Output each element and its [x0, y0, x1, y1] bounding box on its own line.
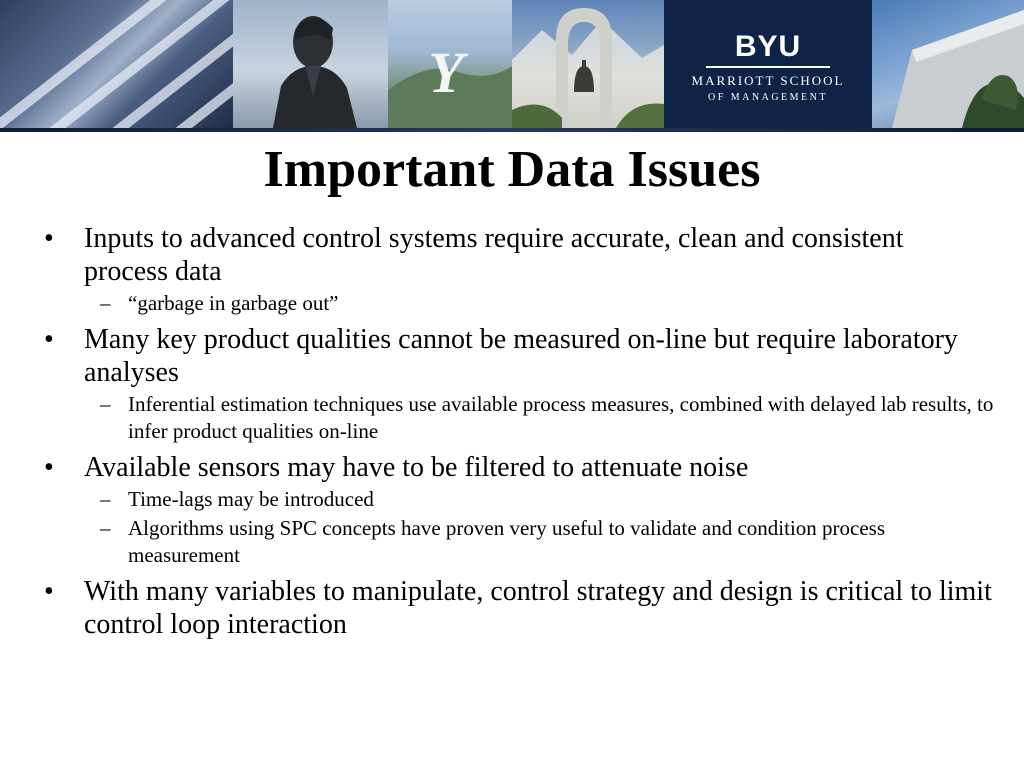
logo-management-text: OF MANAGEMENT [708, 92, 828, 103]
bullet-marker: • [44, 452, 54, 483]
mountain-y-letter: Y [428, 40, 464, 105]
bullet-marker: • [44, 576, 54, 607]
bullet-item-3 [44, 451, 994, 484]
photo-bell-tower [512, 0, 664, 128]
logo-school-text: MARRIOTT SCHOOL [691, 73, 845, 88]
photo-modern-building [872, 0, 1024, 128]
bullet-text: Inputs to advanced control systems require accurate, clean and consistent process data [84, 223, 904, 287]
sub-text: Inferential estimation techniques use available process measures, combined with delayed lab results, to infer product qualities on-line [128, 392, 994, 443]
photo-statue [233, 0, 388, 128]
sub-text: Algorithms using SPC concepts have proven very useful to validate and condition process measurement [128, 516, 886, 567]
sub-item-3-1 [44, 486, 994, 513]
sub-marker: – [100, 392, 111, 416]
bullet-item-1 [44, 222, 994, 288]
sub-text: Time-lags may be introduced [128, 487, 374, 511]
photo-building-stripes [0, 0, 233, 128]
sub-item-3-2 [44, 515, 994, 569]
sub-marker: – [100, 516, 111, 540]
logo-byu-text: BYU [734, 30, 802, 63]
banner-bottom-stripe [0, 128, 1024, 132]
bullet-item-2 [44, 323, 994, 389]
photo-y-mountain [388, 0, 512, 128]
bullet-item-4 [44, 575, 994, 641]
bullet-text: Many key product qualities cannot be measured on-line but require laboratory analyses [84, 324, 958, 388]
bullet-text: Available sensors may have to be filtered to attenuate noise [84, 452, 749, 483]
sub-marker: – [100, 487, 111, 511]
sub-item-2-1 [44, 391, 994, 445]
modern-building-illustration [872, 0, 1024, 128]
logo-divider [706, 66, 830, 68]
statue-illustration [233, 0, 388, 128]
sub-item-1-1 [44, 290, 994, 317]
sub-text: “garbage in garbage out” [128, 291, 339, 315]
sub-marker: – [100, 291, 111, 315]
header-banner [0, 0, 1024, 128]
bullet-text: With many variables to manipulate, control strategy and design is critical to limit control loop interaction [84, 576, 992, 640]
y-mountain-illustration [388, 0, 512, 128]
byu-marriott-logo [664, 0, 872, 128]
bell-tower-illustration [512, 0, 664, 128]
bullet-marker: • [44, 324, 54, 355]
bullet-marker: • [44, 223, 54, 254]
bullet-list [44, 222, 994, 643]
slide-title: Important Data Issues [263, 141, 761, 198]
